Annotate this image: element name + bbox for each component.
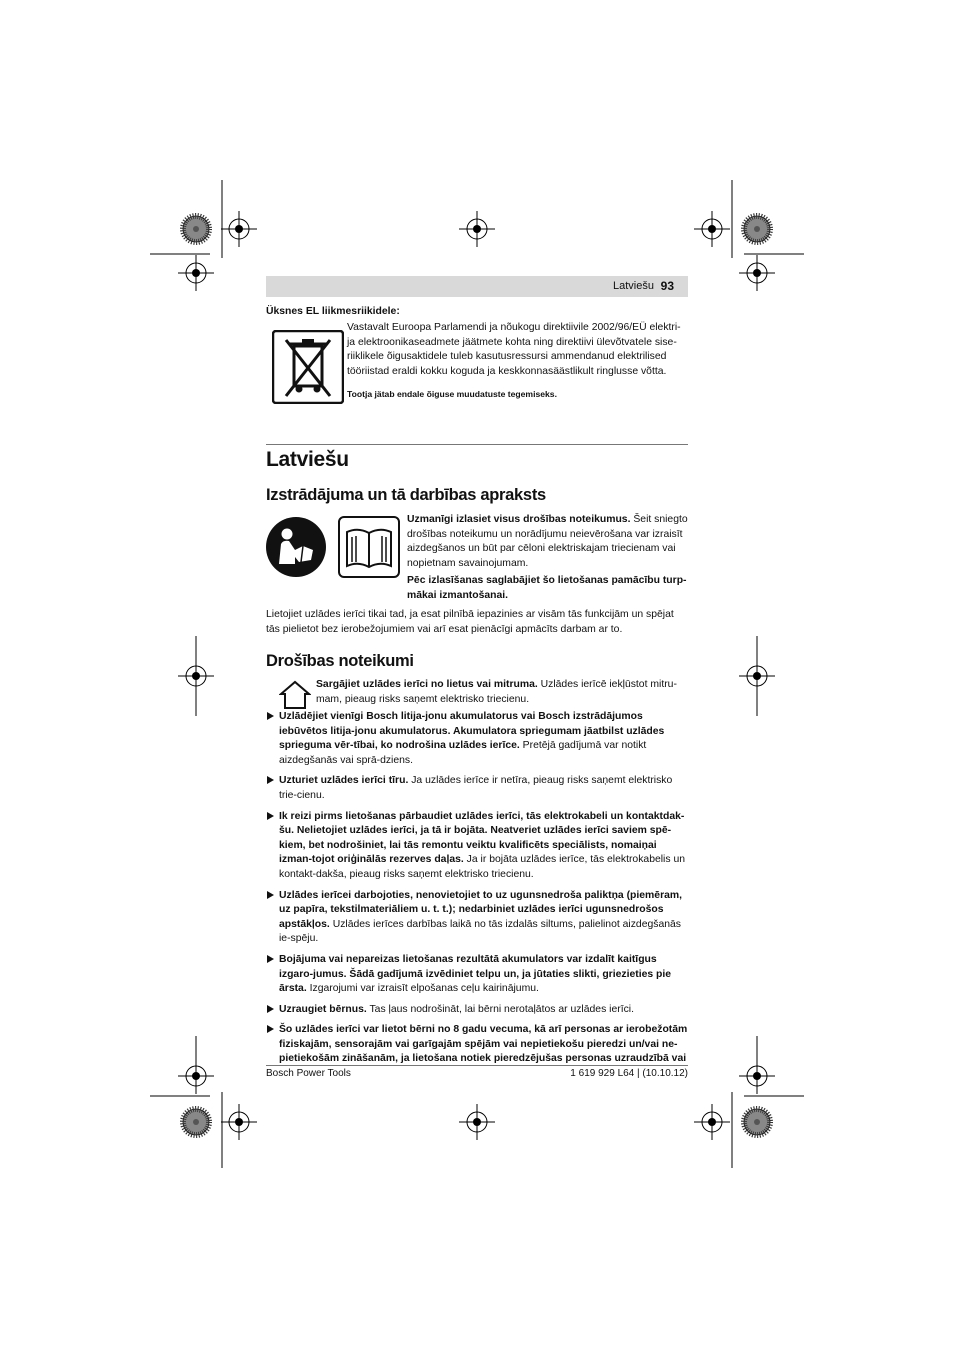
item-bold: Uzraugiet bērnus.: [279, 1003, 367, 1015]
item-text: Ja ir bojāta uzlādes ierīce, tās elektrokabelis un kontakt-dakša, pieaug risks saņemt elektrisko triecienu.: [279, 854, 686, 880]
footer-brand: Bosch Power Tools: [266, 1068, 351, 1079]
weee-heading: Üksnes EL liikmesriikidele:: [266, 306, 400, 317]
item-text: Ja uzlādes ierīce ir netīra, pieaug risks saņemt elektrisko trie-cienu.: [279, 775, 673, 801]
manual-book-icon: [338, 516, 400, 578]
list-item: [266, 710, 688, 768]
footer-divider: [266, 1065, 688, 1066]
read-instructions-text: Šeit sniegto drošības noteikumu un norādījumu neievērošana var izraisīt aizdegšanos un būt par cēloni elektriskajam triecienam vai nopietnam savainojumam.: [407, 514, 688, 569]
item-bold: Uzturiet uzlādes ierīci tīru.: [279, 775, 409, 787]
item-bold: Bojājuma vai nepareizas lietošanas rezultātā akumulators var izdalīt kaitīgus izgaro-jumus. Šādā gadījumā izvēdiniet telpu un, ja jūtaties slikti, griezieties pie ārsta.: [279, 953, 672, 995]
section-divider: [266, 444, 688, 445]
rain-warning-text: Uzlādes ierīcē iekļūstot mitru-mam, pieaug risks saņemt elektrisko triecienu.: [316, 679, 677, 705]
bullet-triangle-icon: [267, 812, 274, 820]
read-instructions-paragraph: [407, 513, 688, 571]
item-bold: Ik reizi pirms lietošanas pārbaudiet uzlādes ierīci, tās elektrokabeli un kontaktdak-šu. Nelietojiet uzlādes ierīci, ja tā ir bojāta. Neatveriet uzlādes ierīci saviem spē-kiem, bet nodrošiniet, lai tās remontu veiktu kvalificēts speciālists, nomaiņai izman-tojot oriģinālās rezerves daļas.: [279, 810, 685, 866]
list-item: [266, 774, 688, 803]
item-text: Uzlādes ierīces darbības laikā no tās izdalās siltums, palielinot aizdegšanās ie-spēju.: [279, 918, 681, 945]
weee-note: Tootja jätab endale õiguse muudatuste tegemiseks.: [347, 389, 557, 399]
bullet-triangle-icon: [267, 776, 274, 784]
page-header: [266, 276, 688, 297]
item-text: Pretējā gadījumā var notikt aizdegšanās vai sprā-dziens.: [279, 740, 647, 766]
item-text: Izgarojumi var izraisīt elpošanas ceļu kairinājumu.: [306, 983, 539, 995]
item-bold: Šo uzlādes ierīci var lietot bērni no 8 gadu vecuma, kā arī personas ar ierobežotām fiziskajām, sensorajām vai garīgajām spējām vai nepietiekošu pieredzi un/vai ne-pietiekošām zināšanām, ja lietošana notiek pieredzējušas personas uzraudzībā vai: [279, 1024, 688, 1065]
rain-warning-bold: Sargājiet uzlādes ierīci no lietus vai mitruma.: [316, 679, 538, 690]
footer-doc-number: 1 619 929 L64 | (10.10.12): [570, 1068, 688, 1079]
page-title: Latviešu: [266, 448, 349, 471]
bullet-triangle-icon: [267, 1005, 274, 1013]
section-heading-safety: Drošības noteikumi: [266, 652, 414, 670]
bullet-triangle-icon: [267, 712, 274, 720]
item-text: Tas ļaus nodrošināt, lai bērni nerotaļātos ar uzlādes ierīci.: [366, 1003, 634, 1015]
item-bold: Uzlādes ierīcei darbojoties, nenovietojiet to uz ugunsnedroša paliktņa (piemēram, uz papīra, tekstilmateriāliem u. t. t.); nedarbiniet uzlādes ierīci ugunsnedrošos apstākļos.: [279, 889, 683, 930]
rain-warning: [316, 678, 688, 707]
weee-body: Vastavalt Euroopa Parlamendi ja nõukogu direktiivile 2002/96/EÜ elektri-ja elektroonikaseadmete jäätmete kohta ning direktiivi ülevõtvatele sise-riiklikele õigusaktidele tuleb kasutusressursi ammendanud elektrilised tööriistad eraldi kokku koguda ja keskkonnasäästlikult ringlusse võtta.: [347, 322, 681, 377]
header-language: Latviešu: [613, 280, 654, 292]
list-item: [266, 889, 688, 947]
bullet-triangle-icon: [267, 1025, 274, 1033]
list-item: [266, 1023, 688, 1067]
keep-instructions: Pēc izlasīšanas saglabājiet šo lietošanas pamācību turp-mākai izmantošanai.: [407, 575, 687, 601]
item-bold: Uzlādējiet vienīgi Bosch litija-jonu akumulatorus vai Bosch izstrādājumos iebūvētos litija-jonu akumulatorus. Akumulatora spriegumam jāatbilst uzlādes sprieguma vēr-tībai, ko nodrošina uzlādes ierīce.: [279, 711, 665, 752]
safety-list: [266, 710, 688, 1073]
weee-crossed-bin-icon: [272, 330, 344, 404]
read-manual-icon: [265, 516, 327, 578]
section-heading-description: Izstrādājuma un tā darbības apraksts: [266, 486, 546, 504]
bullet-triangle-icon: [267, 955, 274, 963]
list-item: [266, 1003, 688, 1018]
list-item: [266, 810, 688, 883]
list-item: [266, 953, 688, 997]
read-instructions-bold: Uzmanīgi izlasiet visus drošības noteikumus.: [407, 514, 631, 525]
page-number: 93: [660, 279, 674, 293]
bullet-triangle-icon: [267, 891, 274, 899]
usage-paragraph: Lietojiet uzlādes ierīci tikai tad, ja esat pilnībā iepazinies ar visām tās funkcijām un spējat tās pielietot bez ierobežojumiem vai arī esat pienācīgi apmācīts darbam ar to.: [266, 609, 674, 635]
indoor-use-house-icon: [279, 680, 311, 710]
